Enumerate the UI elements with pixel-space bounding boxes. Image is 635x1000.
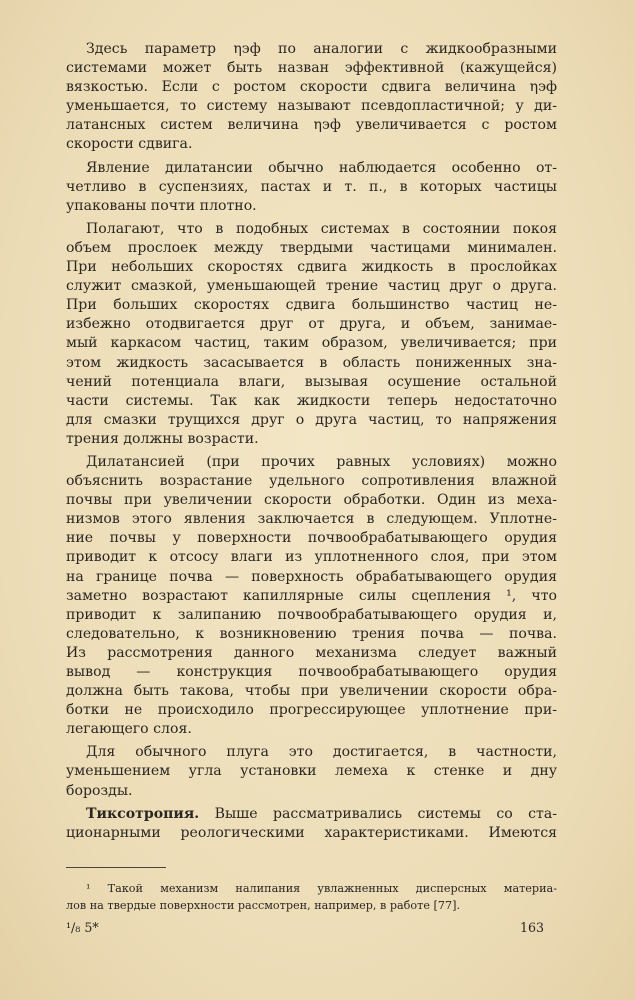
text-line: Для обычного плуга это достигается, в частности, [86,744,557,761]
text-line: приводит к отсосу влаги из уплотненного слоя, при этом [66,549,557,566]
text-line: приводит к залипанию почвообрабатывающего орудия и, [66,606,557,623]
text-line: чений потенциала влаги, вызывая осушение остальной [66,373,557,390]
text-line: ние почвы у поверхности почвообрабатывающего орудия [66,530,557,547]
text-line: служит смазкой, уменьшающей трение частиц друг о друга. [66,278,557,295]
text-line: борозды. [66,782,133,799]
text-line: При больших скоростях сдвига большинство частиц не- [66,297,557,314]
text-line: части системы. Так как жидкости теперь недостаточно [66,392,557,409]
text-line: системами может быть назван эффективной (кажущейся) [66,60,557,77]
text-line: мый каркасом частиц, таким образом, увеличивается; при [66,335,557,352]
text-line: легающего слоя. [66,721,192,738]
page-number: 163 [520,920,545,935]
text-line: следовательно, к возникновению трения почва — почва. [66,625,557,642]
text-line: вязкостью. Если с ростом скорости сдвига величина ηэф [66,79,557,96]
text-line: трения должны возрасти. [66,430,259,447]
text-line: уменьшается, то систему называют псевдопластичной; у ди- [66,98,557,115]
text-line: объяснить возрастание удельного сопротивления влажной [66,473,557,490]
text-line: почвы при увеличении скорости обработки. Один из меха- [66,492,557,509]
text-line: уменьшением угла установки лемеха к стенке и дну [66,763,557,780]
text-line: объем прослоек между твердыми частицами минимален. [66,239,557,256]
footnote-line: ¹ Такой механизм налипания увлажненных дисперсных материа- [86,882,557,895]
text-line: четливо в суспензиях, пастах и т. п., в которых частицы [66,178,557,195]
text-line: ботки не происходило прогрессирующее уплотнение при- [66,702,557,719]
text-line: Явление дилатансии обычно наблюдается особенно от- [86,159,557,176]
text-line: скорости сдвига. [66,136,193,153]
footnote [66,880,557,914]
text-line: этом жидкость засасывается в область пониженных зна- [66,354,557,371]
footnote-rule [66,867,166,868]
text-line: Тиксотропия. Выше рассматривались системы со ста- [86,805,557,822]
printer-signature: ¹/₈ 5* [66,920,99,935]
text-line: низмов этого явления заключается в следующем. Уплотне- [66,511,557,528]
text-line: на границе почва — поверхность обрабатывающего орудия [66,568,557,585]
text-line: Дилатансией (при прочих равных условиях) можно [86,453,557,470]
text-line: вывод — конструкция почвообрабатывающего орудия [66,664,557,680]
footnote-line: лов на твердые поверхности рассмотрен, например, в работе [77]. [66,899,461,912]
text-line: упакованы почти плотно. [66,197,257,214]
text-line: должна быть такова, чтобы при увеличении скорости обра- [66,683,557,700]
text-line: латансных систем величина ηэф увеличивается с ростом [66,117,557,134]
body-text [66,40,557,843]
text-line: ционарными реологическими характеристиками. Имеются [66,824,557,841]
text-line: избежно отодвигается друг от друга, и объем, занимае- [66,316,557,333]
text-line: При небольших скоростях сдвига жидкость в прослойках [66,259,557,276]
text-line: Полагают, что в подобных системах в состоянии покоя [86,220,557,237]
text-line: Здесь параметр ηэф по аналогии с жидкообразными [86,41,557,57]
text-line: для смазки трущихся друг о друга частиц, то напряжения [66,411,557,428]
text-line: Из рассмотрения данного механизма следует важный [66,644,557,661]
text-line: заметно возрастают капиллярные силы сцепления ¹, что [66,587,557,604]
section-heading: Тиксотропия. [86,805,200,822]
